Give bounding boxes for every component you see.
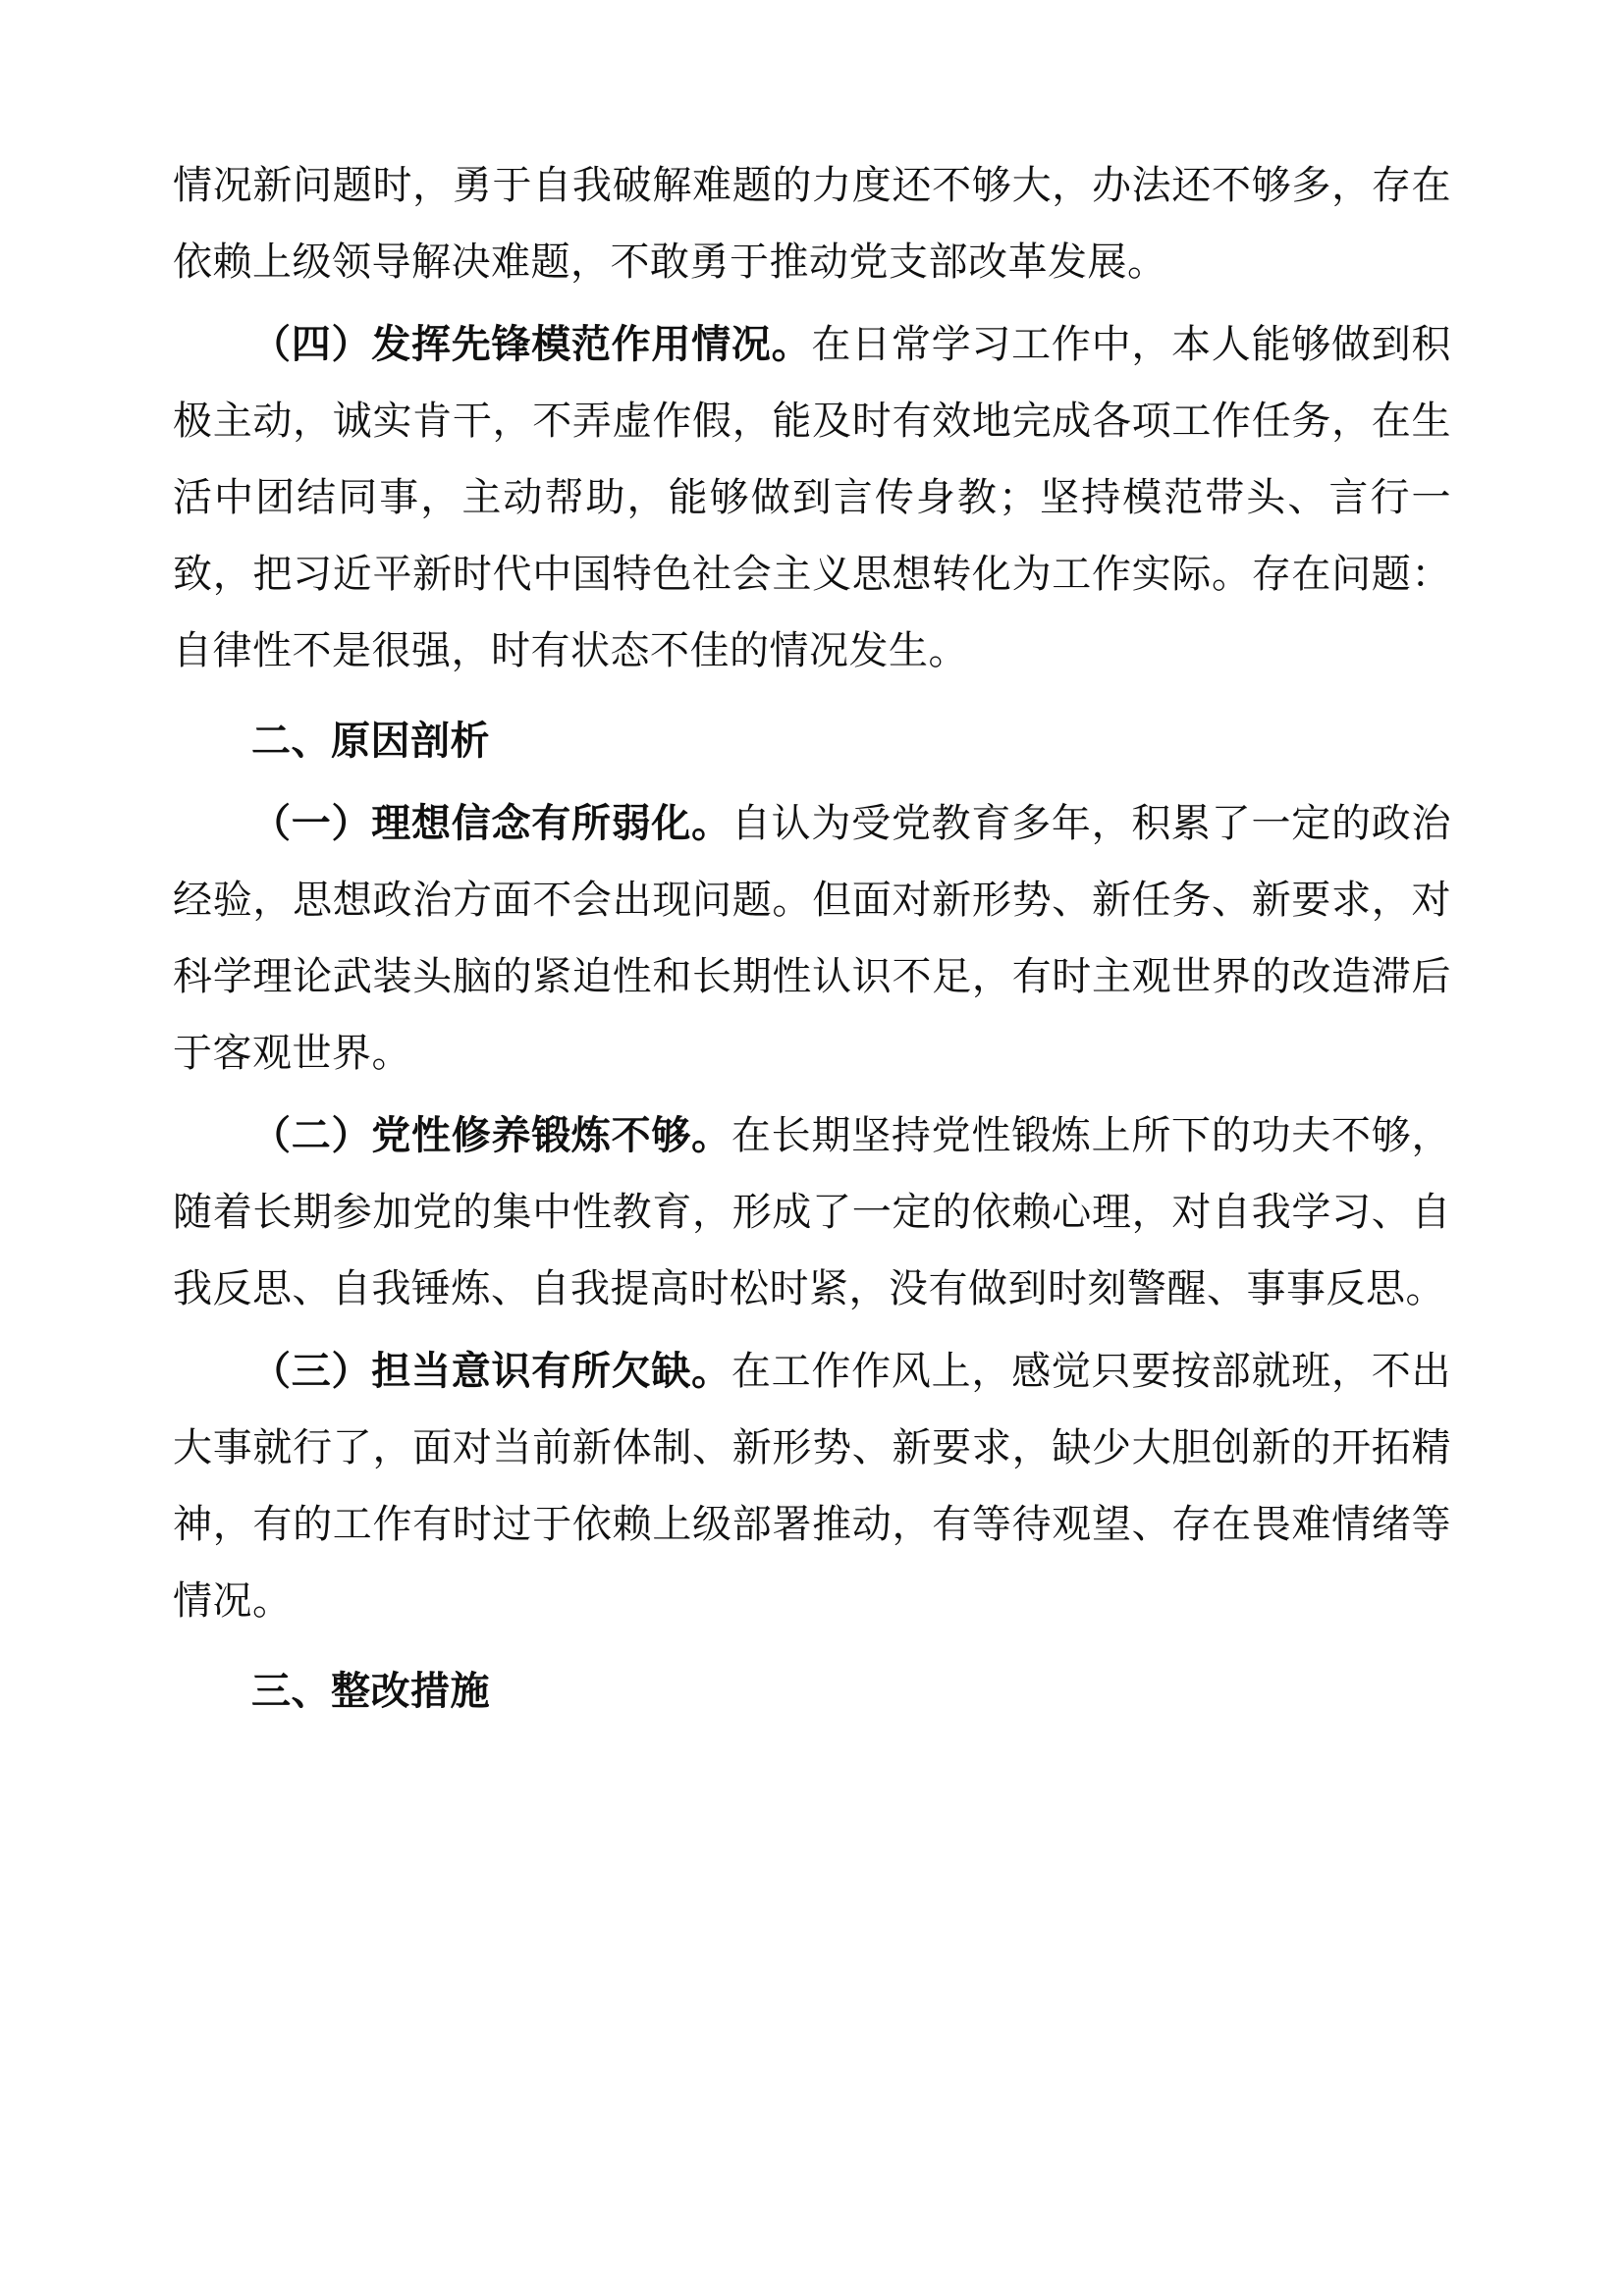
paragraph-lead: （四）发挥先锋模范作用情况。 [251, 321, 812, 367]
heading-rectification-measures [173, 1653, 1451, 1730]
paragraph-text: 情况新问题时，勇于自我破解难题的力度还不够大，办法还不够多，存在依赖上级领导解决难题，不敢勇于推动党支部改革发展。 [173, 163, 1451, 285]
heading-text: 二、原因剖析 [251, 718, 490, 764]
paragraph-cause-two [173, 1097, 1451, 1327]
paragraph-lead: （一）理想信念有所弱化。 [251, 800, 731, 846]
paragraph-text: 自认为受党教育多年，积累了一定的政治经验，思想政治方面不会出现问题。但面对新形势、新任务、新要求，对科学理论武装头脑的紧迫性和长期性认识不足，有时主观世界的改造滞后于客观世界。 [173, 801, 1452, 1076]
heading-cause-analysis [173, 703, 1451, 779]
heading-text: 三、整改措施 [251, 1668, 490, 1714]
paragraph-lead: （二）党性修养锻炼不够。 [251, 1112, 731, 1158]
paragraph-section-four [173, 306, 1451, 689]
paragraph-text: 在日常学习工作中，本人能够做到积极主动，诚实肯干，不弄虚作假，能及时有效地完成各项工作任务，在生活中团结同事，主动帮助，能够做到言传身教；坚持模范带头、言行一致，把习近平新时代中国特色社会主义思想转化为工作实际。存在问题：自律性不是很强，时有状态不佳的情况发生。 [173, 322, 1452, 673]
paragraph-text: 在长期坚持党性锻炼上所下的功夫不够，随着长期参加党的集中性教育，形成了一定的依赖心理，对自我学习、自我反思、自我锤炼、自我提高时松时紧，没有做到时刻警醒、事事反思。 [173, 1113, 1452, 1311]
paragraph-cause-one [173, 785, 1451, 1092]
paragraph-continuation [173, 147, 1451, 300]
paragraph-text: 在工作作风上，感觉只要按部就班，不出大事就行了，面对当前新体制、新形势、新要求，缺少大胆创新的开拓精神，有的工作有时过于依赖上级部署推动，有等待观望、存在畏难情绪等情况。 [173, 1349, 1452, 1624]
paragraph-lead: （三）担当意识有所欠缺。 [251, 1348, 731, 1394]
paragraph-cause-three [173, 1333, 1451, 1639]
document-body [173, 147, 1451, 1730]
